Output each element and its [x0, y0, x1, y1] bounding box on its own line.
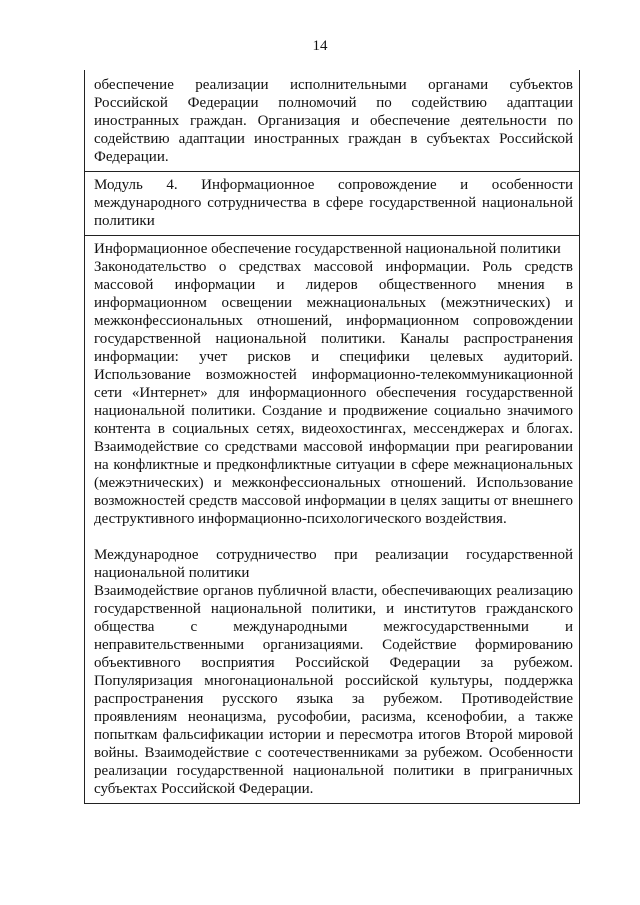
program-table: [84, 70, 580, 804]
section-body-information: Законодательство о средствах массовой информации. Роль средств массовой информации и лидеров общественного мнения в информационном освещении межнациональных (межэтнических) и межконфессиональных отношений, информационном сопровождении государственной национальной политики. Каналы распространения информации: учет рисков и специфики целевых аудиторий. Использование возможностей информационно-телекоммуникационной сети «Интернет» для информационного обеспечения государственной национальной политики. Создание и продвижение социально значимого контента в социальных сетях, видеохостингах, мессенджерах и блогах. Взаимодействие со средствами массовой информации при реагировании на конфликтные и предконфликтные ситуации в сфере межнациональных (межэтнических) и межконфессиональных отношений. Использование возможностей средств массовой информации в целях защиты от внешнего деструктивного информационно-психологического воздействия.: [94, 259, 573, 527]
page-number: 14: [312, 38, 328, 54]
table-row-module-4: [85, 171, 579, 235]
section-heading-international: Международное сотрудничество при реализации государственной национальной политики: [94, 547, 573, 581]
section-body-international: Взаимодействие органов публичной власти, обеспечивающих реализацию государственной национальной политики, и институтов гражданского общества с международными межгосударственными и неправительственными организациями. Содействие формированию объективного восприятия Российской Федерации за рубежом. Популяризация многонациональной российской культуры, поддержка распространения русского языка за рубежом. Противодействие проявлениям неонацизма, русофобии, расизма, ксенофобии, а также попыткам фальсификации истории и пересмотра итогов Второй мировой войны. Взаимодействие с соотечественниками за рубежом. Особенности реализации государственной национальной политики в приграничных субъектах Российской Федерации.: [94, 583, 573, 797]
table-row-adaptation: [85, 70, 579, 171]
adaptation-text: обеспечение реализации исполнительными органами субъектов Российской Федерации полномочий по содействию адаптации иностранных граждан. Организация и обеспечение деятельности по содействию адаптации иностранных граждан в субъектах Российской Федерации.: [94, 77, 573, 165]
section-gap: [94, 528, 573, 546]
table-row-module-4-content: [85, 235, 579, 803]
module-4-title: Модуль 4. Информационное сопровождение и особенности международного сотрудничества в сфере государственной национальной политики: [94, 177, 573, 229]
section-heading-information: Информационное обеспечение государственной национальной политики: [94, 241, 561, 257]
